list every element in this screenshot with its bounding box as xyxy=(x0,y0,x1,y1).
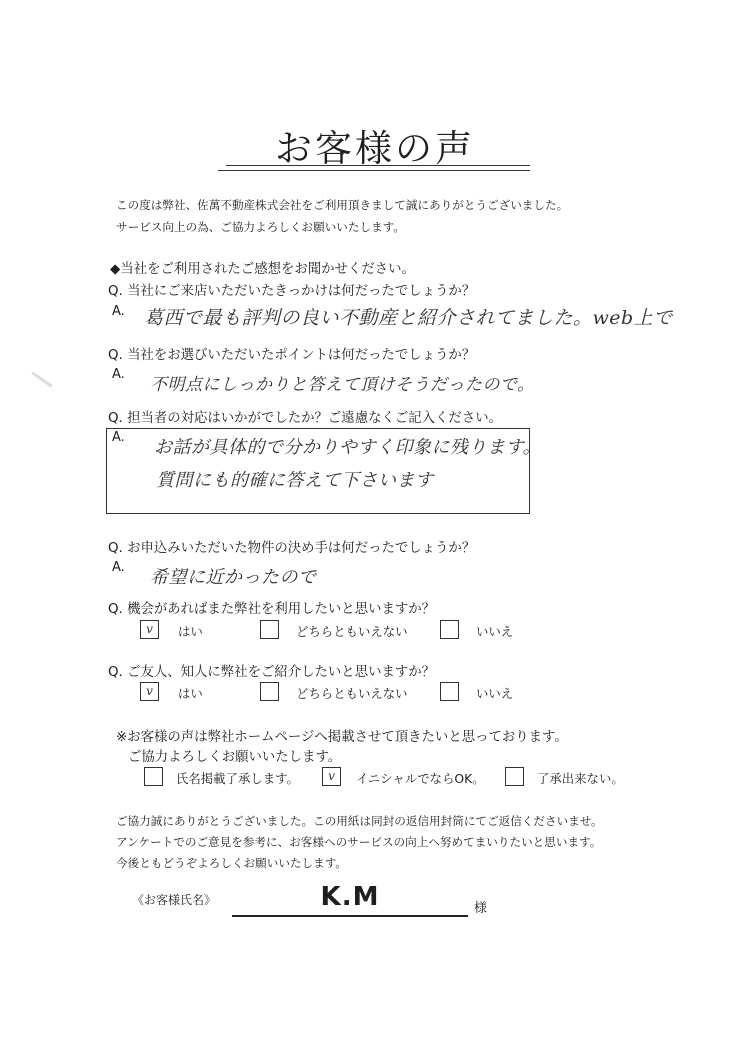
q-prefix: Q. xyxy=(108,284,123,299)
outro-line-3: 今後ともどうぞよろしくお願いいたします。 xyxy=(116,856,347,870)
question-2-text: 当社をお選びいただいたポイントは何だったでしょうか？ xyxy=(127,348,476,363)
question-4-text: お申込みいただいた物件の決め手は何だったでしょうか？ xyxy=(127,541,476,556)
answer-1-prefix: A. xyxy=(112,304,125,319)
title-underline xyxy=(226,165,530,166)
page-title: お客様の声 xyxy=(275,127,475,170)
answer-2: 不明点にしっかりと答えて頂けそうだったので。 xyxy=(150,375,535,395)
refer-question xyxy=(108,661,435,680)
refer-no-checkbox[interactable] xyxy=(440,682,459,701)
question-1 xyxy=(108,280,475,299)
answer-4-prefix: A. xyxy=(112,560,125,575)
q-prefix: Q. xyxy=(108,541,123,556)
intro-line-2: サービス向上の為、ご協力よろしくお願いいたします。 xyxy=(116,220,405,234)
reuse-question xyxy=(108,598,435,617)
scan-smudge xyxy=(31,371,52,387)
intro-line-1: この度は弊社、佐萬不動産株式会社をご利用頂きまして誠にありがとうございました。 xyxy=(116,198,569,212)
refer-neutral-label: どちらともいえない xyxy=(296,686,408,701)
check-mark: v xyxy=(328,769,335,783)
refer-no-label: いいえ xyxy=(476,686,514,701)
answer-2-prefix: A. xyxy=(112,367,125,382)
publish-decline-checkbox[interactable] xyxy=(505,767,524,786)
publish-note-1: ※お客様の声は弊社ホームページへ掲載させて頂きたいと思っております。 xyxy=(116,730,568,745)
outro-line-2: アンケートでのご意見を参考に、お客様へのサービスの向上へ努めてまいりたいと思います。 xyxy=(116,835,602,849)
check-mark: v xyxy=(146,684,153,698)
outro-line-1: ご協力誠にありがとうございました。この用紙は同封の返信用封筒にてご返信くださいませ。 xyxy=(116,814,603,828)
honorific: 様 xyxy=(474,901,488,916)
q-prefix: Q. xyxy=(108,348,123,363)
question-3 xyxy=(108,407,502,426)
answer-3-line-1: お話が具体的で分かりやすく印象に残ります。 xyxy=(154,437,542,458)
question-4 xyxy=(108,537,475,556)
refer-question-text: ご友人、知人に弊社をご紹介したいと思いますか？ xyxy=(127,665,436,680)
reuse-no-label: いいえ xyxy=(476,624,514,639)
answer-4: 希望に近かったので xyxy=(150,567,317,588)
reuse-neutral-checkbox[interactable] xyxy=(260,620,279,639)
reuse-yes-checkbox[interactable] xyxy=(140,620,159,639)
reuse-question-text: 機会があればまた弊社を利用したいと思いますか？ xyxy=(127,602,436,617)
title-underline-lower xyxy=(218,170,530,171)
question-1-text: 当社にご来店いただいたきっかけは何だったでしょうか？ xyxy=(127,284,476,299)
refer-neutral-checkbox[interactable] xyxy=(260,682,279,701)
refer-yes-checkbox[interactable] xyxy=(140,682,159,701)
q-prefix: Q. xyxy=(108,665,123,680)
publish-decline-label: 了承出来ない。 xyxy=(537,771,624,786)
question-2 xyxy=(108,344,475,363)
q-prefix: Q. xyxy=(108,411,123,426)
section-heading: ◆当社をご利用されたご感想をお聞かせください。 xyxy=(110,262,415,277)
q-prefix: Q. xyxy=(108,602,123,617)
reuse-neutral-label: どちらともいえない xyxy=(296,624,408,639)
refer-yes-label: はい xyxy=(178,686,203,701)
check-mark: v xyxy=(146,622,153,636)
reuse-yes-label: はい xyxy=(178,624,203,639)
publish-initials-checkbox[interactable] xyxy=(322,767,341,786)
answer-3-prefix: A. xyxy=(112,430,125,445)
answer-3-line-2: 質問にも的確に答えて下さいます xyxy=(156,470,434,491)
publish-name-label: 氏名掲載了承します。 xyxy=(176,771,299,786)
publish-initials-label: イニシャルでならOK。 xyxy=(356,771,485,786)
publish-name-checkbox[interactable] xyxy=(144,767,163,786)
customer-name-value: K.M xyxy=(320,882,380,912)
publish-note-2: ご協力よろしくお願いいたします。 xyxy=(128,750,342,765)
customer-name-label: 《お客様氏名》 xyxy=(132,893,217,907)
customer-name-underline xyxy=(232,915,468,917)
answer-1: 葛西で最も評判の良い不動産と紹介されてました。web上で xyxy=(144,307,673,329)
reuse-no-checkbox[interactable] xyxy=(440,620,459,639)
question-3-text: 担当者の対応はいかがでしたか？ご遠慮なくご記入ください。 xyxy=(127,411,502,426)
